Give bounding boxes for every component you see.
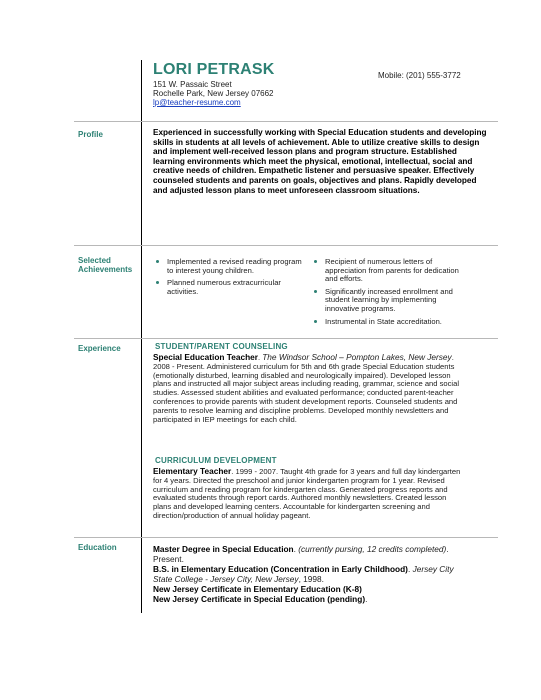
degree-tail: . (365, 594, 368, 604)
experience-label: Experience (78, 344, 121, 353)
list-item: Recipient of numerous letters of appreciation from parents for dedication and efforts. (313, 258, 465, 284)
section-divider (74, 121, 498, 122)
achievements-label-line2: Achievements (78, 265, 133, 274)
city-address: Rochelle Park, New Jersey 07662 (153, 89, 274, 98)
job-title: Special Education Teacher (153, 352, 258, 362)
degree-title: Master Degree in Special Education (153, 544, 294, 554)
list-item: Planned numerous extracurricular activities. (155, 279, 303, 296)
education-item (153, 544, 465, 564)
candidate-name: LORI PETRASK (153, 61, 275, 78)
degree-detail: (currently pursing, 12 credits completed) (298, 544, 447, 554)
education-item (153, 564, 465, 584)
achievements-list-left (155, 258, 303, 300)
job-org: The Windsor School – Pompton Lakes, New Jersey (262, 352, 452, 362)
job-description: Administered curriculum for 5th and 6th grade Special Education students (emotionally disturbed, learning disabled and neurologically impaired). Developed lesson plans and instructed all major subject areas including reading, grammar, science and social studies. Assessed student abilities and evaluated performance; conducted parent-teacher conferences to provide parents with student development reports. Counseled students and parents to resolve learning and discipline problems. Developed monthly newsletters and participated in IEP meetings for each child. (153, 361, 460, 424)
education-label: Education (78, 543, 117, 552)
degree-separator: . (407, 564, 413, 574)
achievements-list-right (313, 258, 465, 330)
street-address: 151 W. Passaic Street (153, 80, 232, 89)
email-link[interactable]: lp@teacher-resume.com (153, 98, 241, 107)
degree-tail: , 1998. (298, 574, 324, 584)
degree-separator: . (293, 544, 299, 554)
achievements-label (78, 256, 140, 274)
list-item: Implemented a revised reading program to interest young children. (155, 258, 303, 275)
job-dates: . 1999 - 2007. (231, 467, 279, 476)
job-separator: . (257, 353, 263, 362)
section-divider (74, 338, 498, 339)
education-list (153, 544, 465, 604)
mobile-phone: Mobile: (201) 555-3772 (378, 71, 461, 80)
section-divider (74, 245, 498, 246)
experience-section-heading: CURRICULUM DEVELOPMENT (155, 456, 277, 465)
degree-tail: . Present. (153, 544, 449, 564)
education-item (153, 594, 465, 604)
job-entry (153, 353, 465, 424)
job-description: Taught 4th grade for 3 years and full day kindergarten for 4 years. Directed the preschool and junior kindergarten program for 1 year. Revised curriculum and reading program for kindergarten class. Generated progress reports and evaluated students through report cards. Authored monthly newsletters. Created lesson plans and developed learning centers. Accountable for kindergarten screening and direction/production of annual holiday pageant. (153, 467, 461, 520)
profile-text: Experienced in successfully working with Special Education students and developing skills in students at all levels of achievement. Able to utilize creative skills to design and implement well-received lesson plans and program structure. Established learning environments which meet the physical, emotional, intellectual, social and creative needs of children. Empathetic listener and persuasive speaker. Effectively counseled students and parents on goals, objectives and plans. Rapidly developed and adjusted lesson plans to meet unforeseen classroom situations. (153, 128, 487, 195)
education-item (153, 584, 465, 594)
certificate-title: New Jersey Certificate in Elementary Education (K-8) (153, 584, 362, 594)
profile-label: Profile (78, 130, 103, 139)
job-title: Elementary Teacher (153, 466, 232, 476)
job-dates: . 2008 - Present. (153, 353, 454, 371)
experience-section-heading: STUDENT/PARENT COUNSELING (155, 342, 288, 351)
job-entry (153, 467, 465, 521)
section-divider (74, 537, 498, 538)
degree-title: B.S. in Elementary Education (Concentration in Early Childhood) (153, 564, 408, 574)
achievements-label-line1: Selected (78, 256, 111, 265)
degree-detail: Jersey City State College - Jersey City, New Jersey (153, 564, 454, 584)
certificate-title: New Jersey Certificate in Special Education (pending) (153, 594, 366, 604)
list-item: Instrumental in State accreditation. (313, 318, 465, 327)
vertical-divider (141, 60, 142, 613)
list-item: Significantly increased enrollment and student learning by implementing innovative programs. (313, 288, 465, 314)
